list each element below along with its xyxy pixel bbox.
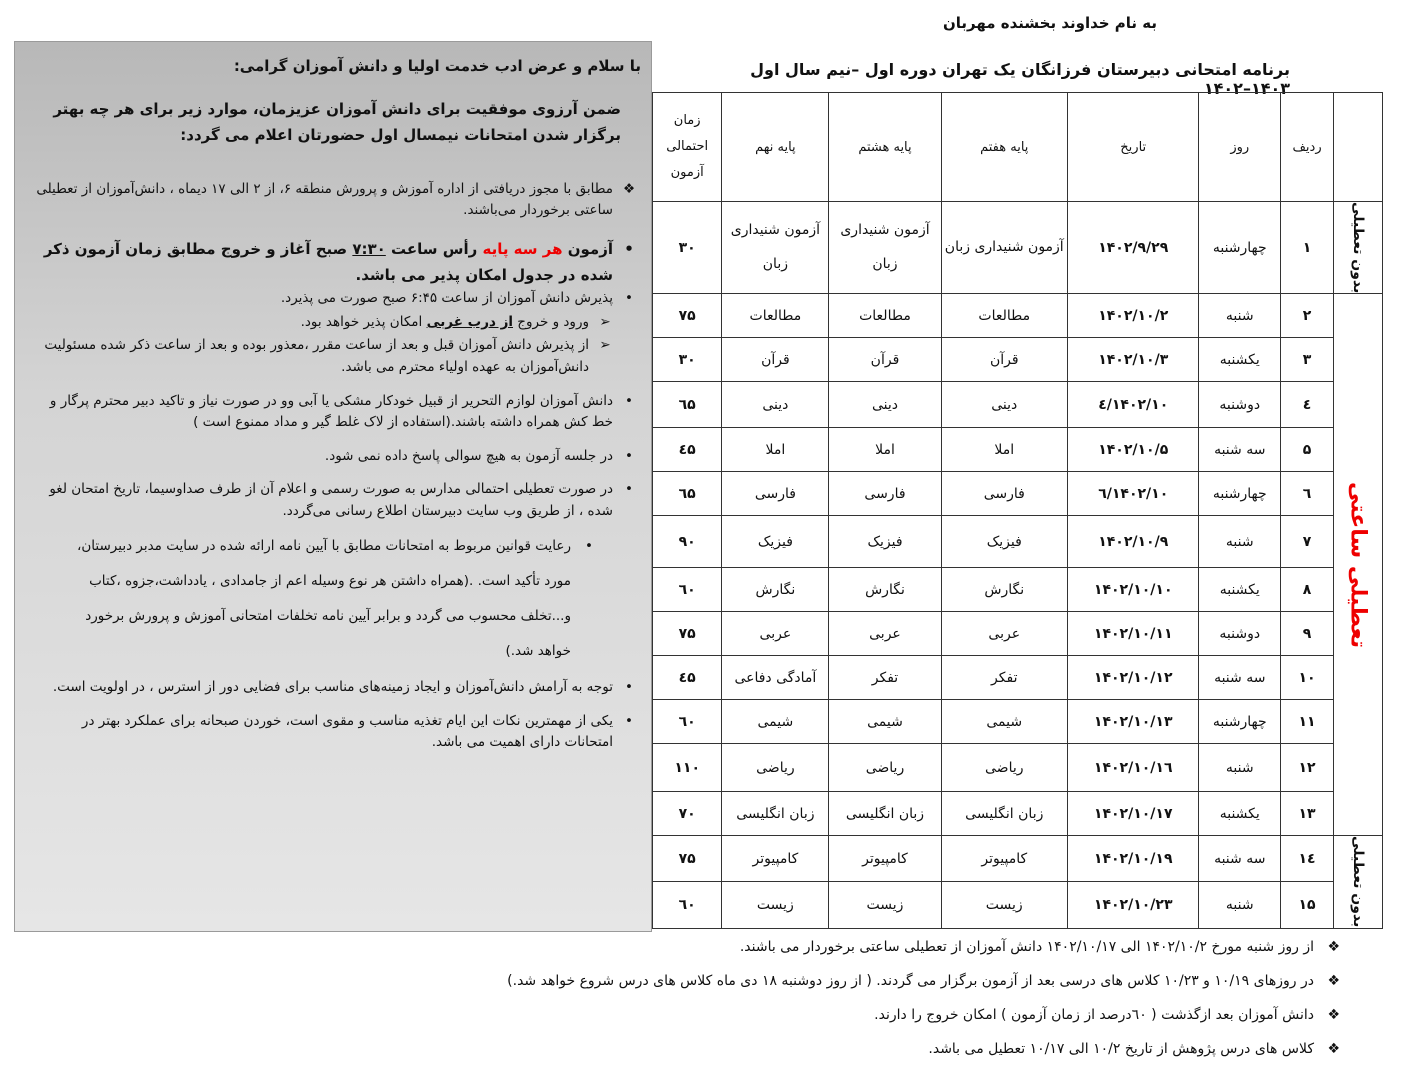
notice-item-text: توجه به آرامش دانش‌آموزان و ایجاد زمینه‌های مناسب برای فضایی دور از استرس ، در اولویت است. xyxy=(52,678,613,695)
notice-item-text: پذیرش دانش آموزان از ساعت ۶:۴۵ صبح صورت می پذیرد. xyxy=(280,290,613,307)
row-grade-7: مطالعات xyxy=(941,294,1067,338)
row-grade-9: آزمون شنیداری زبان xyxy=(722,202,829,294)
row-grade-8: املا xyxy=(829,428,941,472)
row-number: ۱ xyxy=(1281,202,1334,294)
row-date: ۱۴۰۲/۱۰/۱۷ xyxy=(1067,792,1199,836)
row-duration: ٦۰ xyxy=(653,568,722,612)
dot-bullet-icon: • xyxy=(624,239,634,258)
row-day: یکشنبه xyxy=(1199,568,1281,612)
notice-item xyxy=(35,479,641,522)
row-number: ٤ xyxy=(1281,382,1334,428)
row-grade-7: شیمی xyxy=(941,700,1067,744)
diamond-bullet-icon: ❖ xyxy=(1327,1007,1340,1023)
row-grade-8: مطالعات xyxy=(829,294,941,338)
side-label-hourly-closure: تعطیلی ساعتی xyxy=(1345,481,1371,648)
table-row xyxy=(653,882,1383,928)
row-grade-8: زبان انگلیسی xyxy=(829,792,941,836)
footer-note xyxy=(380,930,1340,964)
row-grade-8: زیست xyxy=(829,882,941,928)
dot-bullet-icon: • xyxy=(625,481,633,498)
diamond-bullet-icon: ❖ xyxy=(1327,973,1340,989)
row-duration: ۳۰ xyxy=(653,338,722,382)
notice-item-text-part: امکان پذیر خواهد بود. xyxy=(300,313,427,330)
row-day: سه شنبه xyxy=(1199,656,1281,700)
header-day: روز xyxy=(1199,93,1281,202)
exam-schedule-table xyxy=(652,92,1383,929)
row-date: ۱۴۰۲/۱۰/۱٦ xyxy=(1067,744,1199,792)
row-grade-9: قرآن xyxy=(722,338,829,382)
row-grade-8: دینی xyxy=(829,382,941,428)
diamond-bullet-icon: ❖ xyxy=(1327,1041,1340,1057)
table-row xyxy=(653,516,1383,568)
header-row-number: ردیف xyxy=(1281,93,1334,202)
row-day: شنبه xyxy=(1199,882,1281,928)
row-grade-9: مطالعات xyxy=(722,294,829,338)
dot-bullet-icon: • xyxy=(625,447,633,464)
table-row xyxy=(653,428,1383,472)
row-grade-9: نگارش xyxy=(722,568,829,612)
row-grade-8: عربی xyxy=(829,612,941,656)
row-number: ۸ xyxy=(1281,568,1334,612)
row-day: شنبه xyxy=(1199,516,1281,568)
row-date: ۱۴۰۲/۱۰/۲۳ xyxy=(1067,882,1199,928)
side-label-cell xyxy=(1334,202,1383,294)
header-grade-8: پایه هشتم xyxy=(829,93,941,202)
notice-item xyxy=(35,288,641,310)
row-number: ۷ xyxy=(1281,516,1334,568)
row-day: چهارشنبه xyxy=(1199,700,1281,744)
arrow-bullet-icon: ➢ xyxy=(599,313,611,330)
row-date: ۱۴۰۲/۱۰/٦ xyxy=(1067,472,1199,516)
table-row xyxy=(653,700,1383,744)
table-row xyxy=(653,656,1383,700)
row-number: ۱۲ xyxy=(1281,744,1334,792)
row-day: دوشنبه xyxy=(1199,382,1281,428)
dot-bullet-icon: • xyxy=(625,678,633,695)
dot-bullet-icon: • xyxy=(625,712,633,729)
row-date: ۱۴۰۲/۱۰/۱۹ xyxy=(1067,836,1199,882)
row-date: ۱۴۰۲/۱۰/۱۱ xyxy=(1067,612,1199,656)
table-row xyxy=(653,382,1383,428)
row-grade-7: فیزیک xyxy=(941,516,1067,568)
row-day: چهارشنبه xyxy=(1199,202,1281,294)
side-label-no-closure: بدون تعطیلی xyxy=(1350,202,1367,294)
notice-item-text: دانش آموزان لوازم التحریر از قبیل خودکار مشکی یا آبی وو در صورت نیاز و تاکید دبیر محترم پرگار و خط کش همراه داشته باشند.(استفاده از لاک غلط گیر و مداد ممنوع است ) xyxy=(49,392,613,431)
header-duration-line: آزمون xyxy=(670,165,704,180)
row-number: ۵ xyxy=(1281,428,1334,472)
row-grade-7: فارسی xyxy=(941,472,1067,516)
header-side-blank xyxy=(1334,93,1383,202)
footer-note xyxy=(380,964,1340,998)
table-row xyxy=(653,792,1383,836)
row-grade-8: آزمون شنیداری زبان xyxy=(829,202,941,294)
row-duration: ٦۵ xyxy=(653,472,722,516)
notice-intro: ضمن آرزوی موفقیت برای دانش آموزان عزیزمان، موارد زیر برای هر چه بهتر برگزار شدن امتحانات نیمسال اول حضورتان اعلام می گردد: xyxy=(53,100,621,145)
footer-note-text: کلاس های درس پژوهش از تاریخ ۱۰/۲ الی ۱۰/۱۷ تعطیل می باشد. xyxy=(928,1041,1314,1057)
diamond-bullet-icon: ❖ xyxy=(1327,939,1340,955)
row-date: ۱۴۰۲/۱۰/۱۳ xyxy=(1067,700,1199,744)
notice-subitem xyxy=(35,312,641,334)
notice-item xyxy=(35,179,641,222)
notice-item xyxy=(35,677,641,699)
row-date: ۱۴۰۲/۱۰/۱۲ xyxy=(1067,656,1199,700)
row-grade-7: کامپیوتر xyxy=(941,836,1067,882)
notice-item-text: مطابق با مجوز دریافتی از اداره آموزش و پرورش منطقه ۶، از ۲ الی ۱۷ دیماه ، دانش‌آموزان از تعطیلی ساعتی برخوردار می‌باشند. xyxy=(36,180,613,219)
arrow-bullet-icon: ➢ xyxy=(599,337,611,354)
row-grade-7: عربی xyxy=(941,612,1067,656)
side-label-cell xyxy=(1334,836,1383,928)
row-day: یکشنبه xyxy=(1199,792,1281,836)
row-grade-7: املا xyxy=(941,428,1067,472)
notice-item-start-time xyxy=(35,236,641,289)
row-grade-9: زبان انگلیسی xyxy=(722,792,829,836)
row-day: سه شنبه xyxy=(1199,836,1281,882)
table-row xyxy=(653,836,1383,882)
row-date: ۱۴۰۲/۱۰/۵ xyxy=(1067,428,1199,472)
row-duration: ٦۰ xyxy=(653,882,722,928)
notice-item-text: رعایت قوانین مربوط به امتحانات مطابق با آیین نامه ارائه شده در سایت مدبر دبیرستان، مورد تأکید است. .(همراه داشتن هر نوع وسیله اعم از جامدادی ، یادداشت،جزوه ،کتاب و...تخلف محسوب می گردد و برابر آیین نامه تخلفات امتحانی آموزش و پرورش برخورد خواهد شد.) xyxy=(77,537,571,659)
footer-note-text: از روز شنبه مورخ ۱۴۰۲/۱۰/۲ الی ۱۴۰۲/۱۰/۱۷ دانش آموزان از تعطیلی ساعتی برخوردار می باشند. xyxy=(739,939,1314,955)
row-date: ۱۴۰۲/۱۰/۹ xyxy=(1067,516,1199,568)
row-grade-9: فارسی xyxy=(722,472,829,516)
row-grade-7: تفکر xyxy=(941,656,1067,700)
table-row xyxy=(653,202,1383,294)
row-number: ۳ xyxy=(1281,338,1334,382)
row-date: ۱۴۰۲/۱۰/۲ xyxy=(1067,294,1199,338)
row-number: ۱۰ xyxy=(1281,656,1334,700)
row-grade-9: فیزیک xyxy=(722,516,829,568)
header-exam-duration xyxy=(653,93,722,202)
footer-notes xyxy=(380,930,1340,1066)
row-grade-9: آمادگی دفاعی xyxy=(722,656,829,700)
row-grade-9: املا xyxy=(722,428,829,472)
notice-greeting: با سلام و عرض ادب خدمت اولیا و دانش آموزان گرامی: xyxy=(233,57,641,75)
notice-subitem xyxy=(35,335,641,378)
row-duration: ۷۰ xyxy=(653,792,722,836)
footer-note-text: در روزهای ۱۰/۱۹ و ۱۰/۲۳ کلاس های درسی بعد از آزمون برگزار می گردند. ( از روز دوشنبه ۱۸ دی ماه کلاس های درس شروع خواهد شد.) xyxy=(507,973,1314,989)
header-grade-9: پایه نهم xyxy=(722,93,829,202)
notice-item xyxy=(35,446,641,468)
footer-note xyxy=(380,998,1340,1032)
row-grade-9: دینی xyxy=(722,382,829,428)
row-duration: ۱۱۰ xyxy=(653,744,722,792)
row-number: ۱۵ xyxy=(1281,882,1334,928)
notice-item-text-part: آزمون xyxy=(562,239,613,258)
row-duration: ۷۵ xyxy=(653,836,722,882)
row-grade-7: قرآن xyxy=(941,338,1067,382)
row-grade-7: زبان انگلیسی xyxy=(941,792,1067,836)
dot-bullet-icon: • xyxy=(585,537,593,554)
row-duration: ۳۰ xyxy=(653,202,722,294)
page-heading-bismillah: به نام خداوند بخشنده مهربان xyxy=(942,14,1158,32)
row-grade-7: زیست xyxy=(941,882,1067,928)
page-title: برنامه امتحانی دبیرستان فرزانگان یک تهران دوره اول –نیم سال اول ۱۴۰۳–۱۴۰۲ xyxy=(750,60,1290,98)
notice-item-text: از پذیرش دانش آموزان قبل و بعد از ساعت مقرر ،معذور بوده و بعد از ساعت ذکر شده مسئولیت دانش‌آموزان به عهده اولیاء محترم می باشد. xyxy=(44,337,589,375)
row-grade-7: دینی xyxy=(941,382,1067,428)
row-duration: ۷۵ xyxy=(653,612,722,656)
table-row xyxy=(653,568,1383,612)
row-grade-8: شیمی xyxy=(829,700,941,744)
row-number: ۱۱ xyxy=(1281,700,1334,744)
table-row xyxy=(653,338,1383,382)
notice-start-time: ۷:۳۰ xyxy=(352,239,386,258)
row-grade-8: قرآن xyxy=(829,338,941,382)
row-number: ۱۳ xyxy=(1281,792,1334,836)
row-duration: ٤۵ xyxy=(653,428,722,472)
dot-bullet-icon: • xyxy=(625,290,633,307)
notice-west-gate: از درب غربی xyxy=(426,313,513,330)
notice-item-text: در صورت تعطیلی احتمالی مدارس به صورت رسمی و اعلام آن از طرف صداوسیما، تاریخ امتحان لغو شده ، از طریق وب سایت دبیرستان اطلاع رسانی می‌گردد. xyxy=(49,481,613,519)
header-date: تاریخ xyxy=(1067,93,1199,202)
row-date: ۱۴۰۲/۱۰/٤ xyxy=(1067,382,1199,428)
row-grade-9: ریاضی xyxy=(722,744,829,792)
row-grade-7: نگارش xyxy=(941,568,1067,612)
row-duration: ۷۵ xyxy=(653,294,722,338)
row-day: شنبه xyxy=(1199,744,1281,792)
row-grade-7: ریاضی xyxy=(941,744,1067,792)
footer-note xyxy=(380,1032,1340,1066)
notice-highlight-grades: هر سه پایه xyxy=(482,239,563,258)
header-duration-line: زمان xyxy=(673,113,701,128)
row-grade-8: ریاضی xyxy=(829,744,941,792)
notice-item xyxy=(35,529,641,669)
row-duration: ٤۵ xyxy=(653,656,722,700)
table-body xyxy=(653,202,1383,929)
row-duration: ٦۵ xyxy=(653,382,722,428)
row-grade-8: فارسی xyxy=(829,472,941,516)
row-date: ۱۴۰۲/۱۰/۱۰ xyxy=(1067,568,1199,612)
row-number: ٦ xyxy=(1281,472,1334,516)
row-number: ۲ xyxy=(1281,294,1334,338)
side-label-no-closure: بدون تعطیلی xyxy=(1350,836,1367,928)
row-grade-8: نگارش xyxy=(829,568,941,612)
notice-item-text: یکی از مهمترین نکات این ایام تغذیه مناسب و مقوی است، خوردن صبحانه برای عملکرد بهتر در امتحانات دارای اهمیت می باشد. xyxy=(81,712,613,751)
dot-bullet-icon: • xyxy=(625,392,633,409)
row-duration: ۹۰ xyxy=(653,516,722,568)
row-number: ۱٤ xyxy=(1281,836,1334,882)
notice-item-text-part: ورود و خروج xyxy=(513,313,589,330)
table-row xyxy=(653,472,1383,516)
row-grade-9: عربی xyxy=(722,612,829,656)
diamond-bullet-icon: ❖ xyxy=(622,180,636,197)
row-grade-9: شیمی xyxy=(722,700,829,744)
row-day: دوشنبه xyxy=(1199,612,1281,656)
notice-item-text-part: رأس ساعت xyxy=(385,239,483,258)
row-date: ۱۴۰۲/۹/۲۹ xyxy=(1067,202,1199,294)
row-date: ۱۴۰۲/۱۰/۳ xyxy=(1067,338,1199,382)
header-grade-7: پایه هفتم xyxy=(941,93,1067,202)
table-row xyxy=(653,612,1383,656)
notice-panel xyxy=(14,41,652,932)
row-grade-8: کامپیوتر xyxy=(829,836,941,882)
table-header-row xyxy=(653,93,1383,202)
notice-item-text-part: صبح آغاز و خروج مطابق زمان آزمون ذکر شده در جدول امکان پذیر می باشد. xyxy=(43,239,613,284)
row-day: شنبه xyxy=(1199,294,1281,338)
row-grade-9: زیست xyxy=(722,882,829,928)
header-duration-line: احتمالی xyxy=(666,139,709,154)
table-row xyxy=(653,744,1383,792)
side-label-cell xyxy=(1334,294,1383,836)
row-day: چهارشنبه xyxy=(1199,472,1281,516)
table-row xyxy=(653,294,1383,338)
row-grade-7: آزمون شنیداری زبان xyxy=(941,202,1067,294)
notice-item xyxy=(35,391,641,434)
row-grade-9: کامپیوتر xyxy=(722,836,829,882)
notice-item xyxy=(35,711,641,754)
row-grade-8: تفکر xyxy=(829,656,941,700)
row-grade-8: فیزیک xyxy=(829,516,941,568)
row-day: سه شنبه xyxy=(1199,428,1281,472)
row-number: ۹ xyxy=(1281,612,1334,656)
footer-note-text: دانش آموزان بعد ازگذشت ( ٦۰درصد از زمان آزمون ) امکان خروج را دارند. xyxy=(874,1007,1314,1023)
row-duration: ٦۰ xyxy=(653,700,722,744)
notice-item-text: در جلسه آزمون به هیچ سوالی پاسخ داده نمی شود. xyxy=(324,447,613,464)
row-day: یکشنبه xyxy=(1199,338,1281,382)
